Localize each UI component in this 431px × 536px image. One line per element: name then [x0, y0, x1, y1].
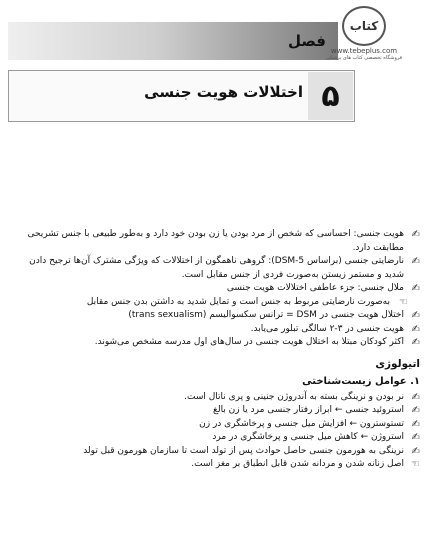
section-heading-etiology: اتیولوژی — [375, 357, 420, 370]
chapter-label: فصل — [288, 32, 326, 50]
pen-bullet-icon: ✍ — [411, 310, 420, 321]
pen-bullet-icon: ✍ — [411, 418, 420, 430]
item-text: ملال جنسی: جزء عاطفی اختلالات هویت جنسی — [226, 283, 404, 293]
list-item — [8, 391, 420, 405]
pen-bullet-icon: ✍ — [411, 405, 420, 416]
pen-bullet-icon: ✍ — [411, 323, 420, 335]
pointing-hand-icon: ☜ — [399, 296, 408, 308]
list-item — [8, 404, 420, 418]
chapter-title: اختلالات هویت جنسی — [144, 83, 303, 101]
pen-bullet-icon: ✍ — [411, 337, 420, 348]
logo-site-text: www.tebeplus.com — [330, 47, 398, 55]
chapter-content — [8, 228, 420, 472]
list-item — [8, 431, 420, 445]
list-item — [8, 296, 420, 310]
chapter-number: ۵ — [308, 72, 353, 120]
item-text: نارضایتی جنسی (براساس DSM-5): گروهی ناهمگون از اختلالات که ویژگی مشترک آن‌ها ترجیح دادن شدید و مستمر زیستن به‌صورت فردی از جنس مقابل است. — [29, 256, 404, 280]
item-text: هویت جنسی: احساسی که شخص از مرد بودن یا زن بودن خود دارد و به‌طور طبیعی با جنس تشریحی مطابقت دارد. — [27, 229, 404, 253]
item-text: هویت جنسی در ۳-۲ سالگی تبلور می‌یابد. — [250, 323, 404, 334]
list-item — [8, 336, 420, 350]
logo-caption-text: فروشگاه تخصصی کتاب های پزشکی — [326, 55, 402, 61]
list-item — [8, 282, 420, 296]
list-item — [8, 309, 420, 323]
pen-bullet-icon: ✍ — [411, 391, 420, 403]
item-text: تستوسترون ← افزایش میل جنسی و پرخاشگری در زن — [199, 418, 404, 429]
subsection-heading-biological: ۱. عوامل زیست‌شناختی — [302, 376, 420, 387]
item-text: نرینگی به هورمون جنسی حاصل حوادث پس از تولد است تا سازمان هورمون قبل تولد — [83, 445, 404, 456]
pen-bullet-icon: ✍ — [411, 229, 420, 240]
pointing-hand-icon: ☜ — [411, 459, 420, 470]
item-text: اکثر کودکان مبتلا به اختلال هویت جنسی در سال‌های اول مدرسه مشخص می‌شوند. — [94, 337, 404, 347]
item-text: اصل زنانه شدن و مردانه شدن قابل انطباق بر مغز است. — [191, 459, 404, 469]
logo-emblem-icon: کتاب — [342, 6, 386, 46]
publisher-logo — [305, 6, 423, 62]
list-item — [8, 445, 420, 459]
item-text: به‌صورت نارضایتی مربوط به جنس است و تمایل شدید به داشتن بدن جنس مقابل — [86, 296, 390, 307]
list-item — [8, 228, 420, 255]
list-item — [8, 255, 420, 282]
pen-bullet-icon: ✍ — [411, 256, 420, 267]
item-text: اختلال هویت جنسی در DSM = ترانس سکسوالیسم (trans sexualism) — [128, 310, 404, 320]
pen-bullet-icon: ✍ — [411, 432, 420, 443]
item-text: استروئید جنسی ← ابراز رفتار جنسی مرد یا زن بالغ — [213, 405, 404, 415]
pen-bullet-icon: ✍ — [411, 445, 420, 457]
list-item — [8, 323, 420, 337]
pen-bullet-icon: ✍ — [411, 283, 420, 294]
item-text: نر بودن و نرینگی بسته به آندروژن جنینی و پری ناتال است. — [184, 391, 404, 402]
list-item — [8, 458, 420, 472]
item-text: استروژن ← کاهش میل جنسی و پرخاشگری در مرد — [212, 432, 404, 442]
list-item — [8, 418, 420, 432]
